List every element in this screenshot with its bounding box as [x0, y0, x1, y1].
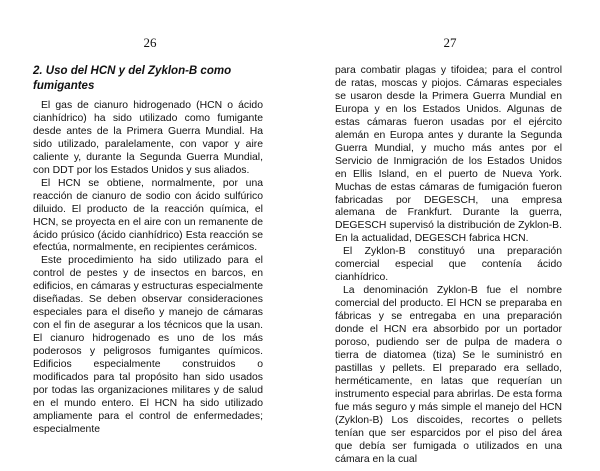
left-page-body — [33, 100, 263, 437]
page-number-left: 26 — [143, 35, 157, 50]
right-page-body — [335, 65, 562, 467]
page-number-right: 27 — [443, 35, 457, 50]
paragraph: La denominación Zyklon-B fue el nombre comercial del producto. El HCN se preparaba en fábricas y se entregaba en una preparación donde el HCN era absorbido por un portador poroso, pudiendo ser de pulpa de madera o tierra de diatomea (tiza) Se le suministró en pastillas y pellets. El preparado era sellado, herméticamente, en latas que requerían un instrumento especial para abrirlas. De esta forma fue más seguro y más simple el manejo del HCN (Zyklon-B) Los discoides, recortes o pellets tenían que ser esparcidos por el piso del área que debía ser fumigada o utilizados en una cámara en la cual — [335, 285, 562, 465]
right-page — [300, 0, 600, 471]
paragraph: El Zyklon-B constituyó una preparación comercial especial que contenía ácido cianhídrico. — [335, 246, 562, 284]
paragraph: para combatir plagas y tifoidea; para el control de ratas, moscas y piojos. Cámaras especiales se usaron desde la Primera Guerra Mundial en Europa y en los Estados Unidos. Algunas de estas cámaras fueron usadas por el ejército alemán en Europa antes y durante la Segunda Guerra Mundial, y mucho más antes por el Servicio de Inmigración de los Estados Unidos en Ellis Island, en el puerto de Nueva York. Muchas de estas cámaras de fumigación fueron fabricadas por DEGESCH, una empresa alemana de Frankfurt. Durante la guerra, DEGESCH supervisó la distribución de Zyklon-B. En la actualidad, DEGESCH fabrica HCN. — [335, 65, 562, 245]
paragraph: Este procedimiento ha sido utilizado para el control de pestes y de insectos en barcos, en edificios, en cámaras y estructuras especialmente diseñadas. Se deben observar consideraciones especiales para el diseño y manejo de cámaras con el fin de asegurar a los técnicos que la usan. El cianuro hidrogenado es uno de los más poderosos y peligrosos fumigantes químicos. Edificios especialmente construidos o modificados para tal propósito han sido usados por todas las organizaciones militares y de salud en el mundo entero. El HCN ha sido utilizado ampliamente para el control de enfermedades; especialmente — [33, 255, 263, 435]
paragraph: El gas de cianuro hidrogenado (HCN o ácido cianhídrico) ha sido utilizado como fumigante desde antes de la Primera Guerra Mundial. Ha sido utilizado, paralelamente, con vapor y aire caliente y, durante la Segunda Guerra Mundial, con DDT por los Estados Unidos y sus aliados. — [33, 100, 263, 176]
section-heading: 2. Uso del HCN y del Zyklon-B como fumigantes — [33, 65, 232, 92]
paragraph: El HCN se obtiene, normalmente, por una reacción de cianuro de sodio con ácido sulfúrico diluido. El producto de la reacción química, el HCN, se proyecta en el aire con un remanente de ácido prúsico (ácido cianhídrico) Esta reacción se efectúa, normalmente, en recipientes cerámicos. — [33, 177, 263, 254]
